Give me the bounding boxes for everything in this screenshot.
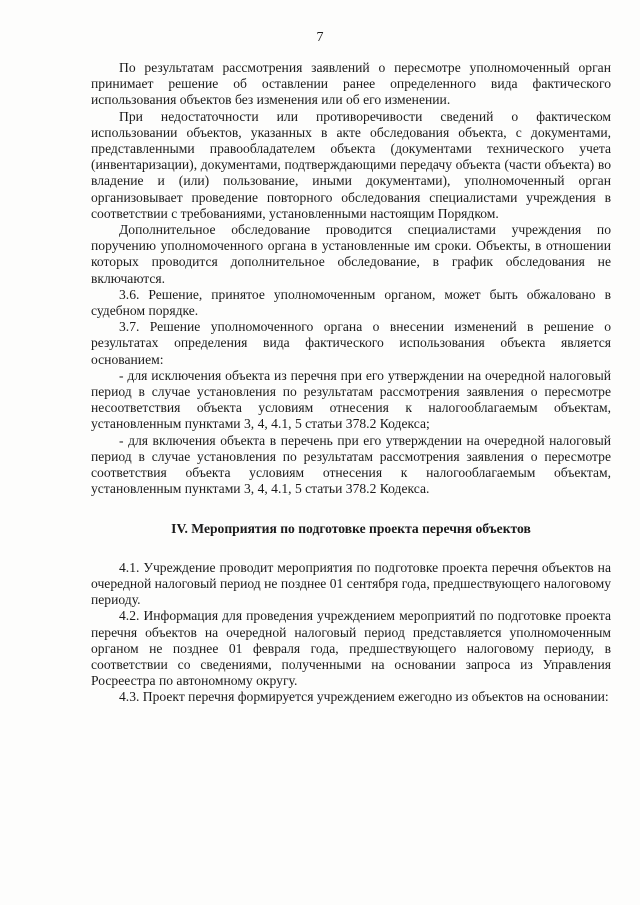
section-heading: IV. Мероприятия по подготовке проекта перечня объектов	[171, 521, 531, 537]
paragraph-repeat-inspection: При недостаточности или противоречивости сведений о фактическом использовании объектов, указанных в акте обследования объекта, с документами, представленными правообладателем объекта (документами технического учета (инвентаризации), документами, подтверждающими передачу объекта (части объекта) во владение и (или) пользование, иными документами), уполномоченный орган организовывает проведение повторного обследования специалистами учреждения в соответствии с требованиями, установленными настоящим Порядком.	[91, 108, 611, 221]
list-item-inclusion: - для включения объекта в перечень при его утверждении на очередной налоговый период в случае установления по результатам рассмотрения заявления о пересмотре соответствия объекта условиям отнесения к налогооблагаемым объектам, установленным пунктами 3, 4, 4.1, 5 статьи 378.2 Кодекса.	[91, 432, 611, 497]
paragraph-3-7: 3.7. Решение уполномоченного органа о внесении изменений в решение о результатах определения вида фактического использования объекта является основанием:	[91, 319, 611, 367]
paragraph-4-2: 4.2. Информация для проведения учреждением мероприятий по подготовке проекта перечня объектов на очередной налоговый период представляется уполномоченным органом не позднее 01 февраля года, предшествующего налоговому периоду, в соответствии со сведениями, полученными на основании запроса из Управления Росреестра по автономному округу.	[91, 608, 611, 689]
paragraph-review-decision: По результатам рассмотрения заявлений о пересмотре уполномоченный орган принимает решение об оставлении ранее определенного вида фактического использования объектов без изменения или об его изменении.	[91, 60, 611, 108]
page-number: 7	[316, 30, 324, 45]
paragraph-4-1: 4.1. Учреждение проводит мероприятия по подготовке проекта перечня объектов на очередной налоговый период не позднее 01 сентября года, предшествующего налоговому периоду.	[91, 559, 611, 608]
paragraph-3-6: 3.6. Решение, принятое уполномоченным органом, может быть обжаловано в судебном порядке.	[91, 286, 611, 319]
paragraph-additional-inspection: Дополнительное обследование проводится специалистами учреждения по поручению уполномоченного органа в установленные им сроки. Объекты, в отношении которых проводится дополнительное обследование, в график обследования не включаются.	[91, 222, 611, 286]
paragraph-4-3: 4.3. Проект перечня формируется учреждением ежегодно из объектов на основании:	[119, 689, 609, 705]
list-item-exclusion: - для исключения объекта из перечня при его утверждении на очередной налоговый период в случае установления по результатам рассмотрения заявления о пересмотре несоответствия объекта условиям отнесения к налогооблагаемым объектам, установленным пунктами 3, 4, 4.1, 5 статьи 378.2 Кодекса;	[91, 367, 611, 432]
document-body	[91, 60, 611, 706]
